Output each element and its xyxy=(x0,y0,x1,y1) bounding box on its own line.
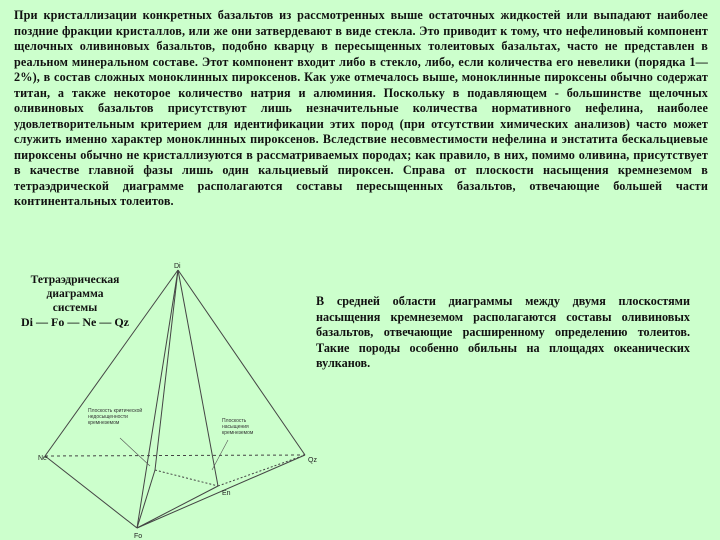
edge-en-qz xyxy=(218,455,305,486)
plane-left-label: Плоскость критической недосыщенности кремнеземом xyxy=(88,408,143,426)
edge-fo-qz xyxy=(137,455,305,528)
plane-left-pointer xyxy=(120,438,150,466)
plane-left-note xyxy=(88,408,150,466)
vertex-label-fo: Fo xyxy=(134,533,143,540)
plane-right-note xyxy=(212,418,270,470)
edge-fo-en xyxy=(137,486,218,528)
main-paragraph: При кристаллизации конкретных базальтов из рассмотренных выше остаточных жидкостей или выпадают наиболее поздние фракции кристаллов, или же они затвердевают в виде стекла. Это приводит к тому, что нефелиновый компонент щелочных оливиновых базальтов, подобно кварцу в пересыщенных толеитовых базальтах, часто не представлен в реальном минеральном составе. Этот компонент входит либо в стекло, либо, если количества его невелики (порядка 1—2%), в состав сложных моноклинных пироксенов. Как уже отмечалось выше, моноклинные пироксены обычно содержат титан, а также некоторое количество натрия и алюминия. Поскольку в подавляющем - большинстве щелочных оливиновых базальтов присутствуют лишь незначительные количества нормативного нефелина, наиболее удовлетворительным критерием для идентификации этих пород (при отсутствии химических анализов) часто может служить именно характер моноклинных пироксенов. Вследствие несовместимости нефелина и энстатита бескальциевые пироксены обычно не кристаллизуются в рассматриваемых породах; как правило, в них, помимо оливина, присутствует в качестве главной фазы лишь один кальциевый пироксен. Справа от плоскости насыщения кремнеземом в тетраэдрической диаграмме располагаются составы пересыщенных базальтов, отвечающие большей части континентальных толеитов. xyxy=(14,8,708,208)
edge-di-en xyxy=(178,270,218,486)
edge-ne-qz xyxy=(45,455,305,456)
vertex-label-en: En xyxy=(222,490,231,497)
plane-right-label: Плоскость насыщения кремнеземом xyxy=(222,418,254,436)
plane-left-line xyxy=(155,270,178,470)
plane-left-cross xyxy=(155,470,218,486)
edge-di-fo xyxy=(137,270,178,528)
vertex-label-qz: Qz xyxy=(308,457,317,464)
caption-line-2: диаграмма xyxy=(46,288,104,300)
plane-left-base xyxy=(137,470,155,528)
vertex-label-ne: Ne xyxy=(38,455,47,462)
caption-line-3: системы xyxy=(52,302,98,314)
edge-ne-fo xyxy=(45,456,137,528)
caption-line-4: Di — Fo — Ne — Qz xyxy=(21,315,129,329)
side-paragraph: В средней области диаграммы между двумя плоскостями насыщения кремнеземом располагаются составы оливиновых базальтов, отвечающие расширенному определению толеитов. Такие породы особенно обильны на площадях океанических вулканов. xyxy=(316,294,690,370)
vertex-label-di: Di xyxy=(174,263,181,270)
tetrahedron-edges xyxy=(45,270,305,528)
caption-line-1: Тетраэдрическая xyxy=(30,274,120,286)
